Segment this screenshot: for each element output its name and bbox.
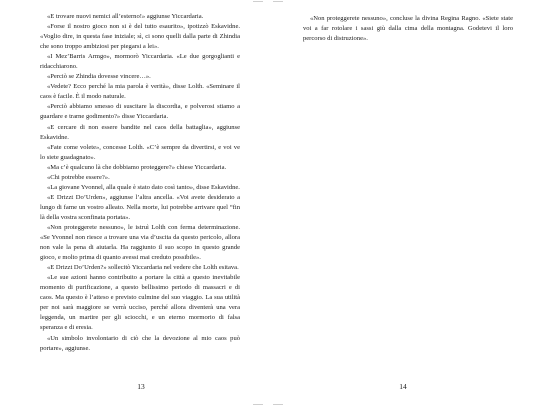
paragraph: «Le sue azioni hanno contribuito a portare la città a questo inevitabile momento di purificazione, a questo bellissimo periodo di massacri e di caos. Ma questo è l’atteso e previsto culmine del suo viaggio. La sua utilità per noi sarà maggiore se verrà ucciso, perché allora diventerà una vera leggenda, un martire per gli sciocchi, e un eterno mormorio di falsa speranza e di eresia. <box>40 274 240 332</box>
paragraph: «E Drizzt Do’Urden», aggiunse l’altra ancella. «Voi avete desiderato a lungo di farne un vostro alleato. Nella morte, lui potrebbe arrivare quel “fin là della vostra sconfinata portata». <box>40 193 240 221</box>
paragraph: «Non proteggerete nessuno», le istruì Lolth con ferma determinazione. «Se Yvonnel non riesce a trovare una via d’uscita da questo pericolo, allora non vale la pena di aiutarla. Ha raggiunto il suo scopo in questo grande gioco, e molto prima di quanto avessi mai creduto possibile». <box>40 223 240 262</box>
paragraph: «E cercare di non essere bandite nel caos della battaglia», aggiunse Eskavidne. <box>40 123 240 141</box>
paragraph: «Chi potrebbe essere?». <box>47 173 110 181</box>
paragraph: «Perciò abbiamo smesso di suscitare la discordia, e polverosi stiamo a guardare e trarne godimento?» disse Yiccardaria. <box>40 103 240 121</box>
paragraph: «E Drizzt Do’Urden?» sollecitò Yiccardaria nel vedere che Lolth esitava. <box>47 264 239 272</box>
paragraph: «Ma c’è qualcuno là che dobbiamo proteggere?» chiese Yiccardaria. <box>47 163 227 171</box>
left-page-text <box>40 12 240 354</box>
page-number: 14 <box>399 382 407 391</box>
right-page <box>268 0 536 407</box>
right-page-text <box>303 14 513 44</box>
paragraph: «I Mez’Barris Armgo», mormorò Yiccardaria. «Le due gorgoglianti e ridacchiarono. <box>40 53 240 71</box>
page-number: 13 <box>137 382 145 391</box>
paragraph: «Vedete? Ecco perché la mia parola è verità», disse Lolth. «Seminare il caos è facile. È il modo naturale. <box>40 83 240 101</box>
paragraph: «E trovare nuovi nemici all’esterno!» aggiunse Yiccardaria. <box>47 13 204 20</box>
paragraph: «La giovane Yvonnel, alla quale è stato dato così tanto», disse Eskavidne. <box>47 183 240 191</box>
paragraph: «Non proteggerete nessuno», concluse la divina Regina Ragno. «Siete state voi a far rotolare i sassi giù dalla cima della montagna. Godetevi il loro percorso di distruzione». <box>303 15 513 43</box>
paragraph: «Fate come volete», concesse Lolth. «C’è sempre da divertirsi, e voi ve lo siete guadagnato». <box>40 143 240 161</box>
paragraph: «Un simbolo involontario di ciò che la devozione al mio caos può portare», aggiunse. <box>40 334 240 352</box>
paragraph: «Perciò se Zhindia dovesse vincere…». <box>47 73 151 81</box>
paragraph: «Forse il nostro gioco non si è del tutto esaurito», ipotizzò Eskavidne. «Voglio dire, in questa fase iniziale; sì, ci sono quelli dalla parte di Zhindia che sono troppo ambiziosi per piegarsi a lei». <box>40 23 240 51</box>
